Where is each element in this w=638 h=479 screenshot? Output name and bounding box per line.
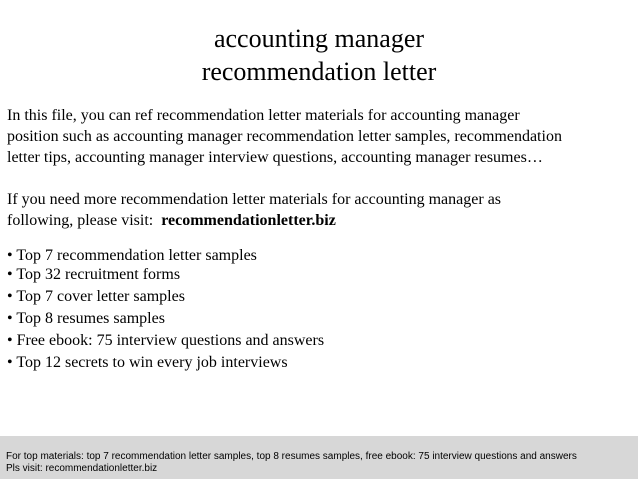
visit-prefix: following, please visit: xyxy=(7,212,162,229)
list-item: • Top 32 recruitment forms xyxy=(7,266,181,283)
footer-line-1: For top materials: top 7 recommendation letter samples, top 8 resumes samples, free ebook: 75 interview questions and answers xyxy=(6,451,577,462)
intro-line-1: In this file, you can ref recommendation letter materials for accounting manager xyxy=(7,107,520,124)
list-item: • Top 7 cover letter samples xyxy=(7,288,185,305)
visit-line-1: If you need more recommendation letter materials for accounting manager as xyxy=(7,191,502,208)
title-line-2: recommendation letter xyxy=(201,57,437,86)
materials-list xyxy=(7,246,324,372)
list-item: • Top 8 resumes samples xyxy=(7,310,165,327)
intro-line-2: position such as accounting manager recommendation letter samples, recommendation xyxy=(7,128,562,145)
intro-line-3: letter tips, accounting manager interview questions, accounting manager resumes… xyxy=(7,149,543,166)
website-link[interactable]: recommendationletter.biz xyxy=(161,212,336,229)
visit-line-2 xyxy=(7,210,635,231)
title-line-1: accounting manager xyxy=(213,24,425,53)
list-item: • Free ebook: 75 interview questions and answers xyxy=(7,332,325,349)
list-item: • Top 12 secrets to win every job interviews xyxy=(7,354,288,371)
page-title xyxy=(0,22,638,88)
intro-paragraph xyxy=(7,105,635,168)
visit-paragraph xyxy=(7,189,635,231)
footer-line-2[interactable]: Pls visit: recommendationletter.biz xyxy=(6,463,158,474)
list-item: • Top 7 recommendation letter samples xyxy=(7,247,257,264)
footer-bar xyxy=(0,436,638,479)
